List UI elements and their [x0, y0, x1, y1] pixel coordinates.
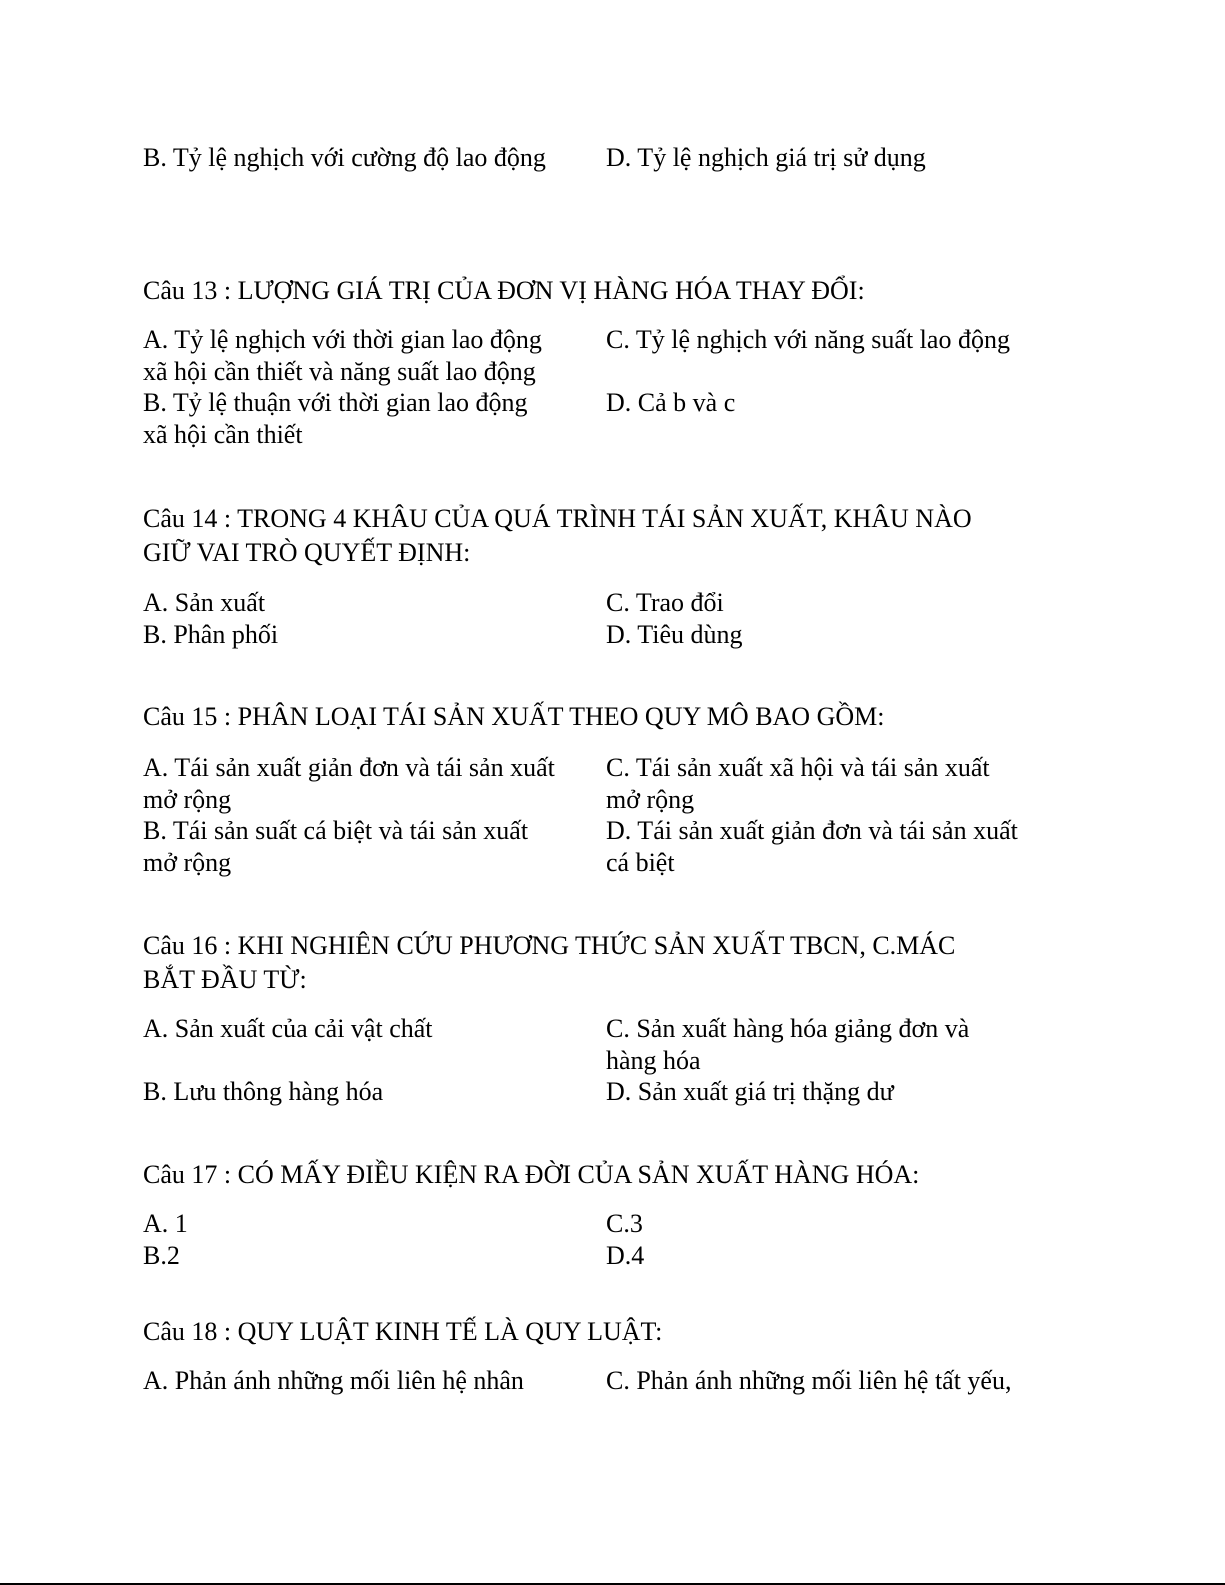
answer-option-b [143, 142, 606, 174]
answer-option-d: D. Sản xuất giá trị thặng dư [606, 1077, 894, 1106]
answer-option-d: D.4 [606, 1240, 645, 1270]
answer-option-c: C. Tái sản xuất xã hội và tái sản xuất mở rộng [606, 753, 990, 814]
answer-text: D. Tỷ lệ nghịch giá trị sử dụng [606, 143, 926, 172]
answer-option-a: A. 1 [143, 1209, 188, 1238]
answer-row [143, 587, 1083, 619]
answer-row [143, 1365, 1083, 1397]
question-18-title: Câu 18 : QUY LUẬT KINH TẾ LÀ QUY LUẬT: [143, 1317, 663, 1346]
question-14 [143, 502, 1083, 570]
question-16 [143, 929, 1083, 997]
answer-option-b: B.2 [143, 1240, 180, 1270]
question-13-title: Câu 13 : LƯỢNG GIÁ TRỊ CỦA ĐƠN VỊ HÀNG HÓA THAY ĐỔI: [143, 276, 865, 305]
question-14-title: Câu 14 : TRONG 4 KHÂU CỦA QUÁ TRÌNH TÁI SẢN XUẤT, KHÂU NÀO GIỮ VAI TRÒ QUYẾT ĐỊNH: [143, 504, 972, 567]
question-17 [143, 1158, 1083, 1192]
question-17-answers [143, 1208, 1083, 1271]
answer-option-b: B. Lưu thông hàng hóa [143, 1077, 384, 1106]
answer-block-continued [143, 142, 1083, 174]
answer-option-a: A. Tỷ lệ nghịch với thời gian lao động xã hội cần thiết và năng suất lao động [143, 325, 542, 386]
answer-row [143, 324, 1083, 387]
question-14-answers [143, 587, 1083, 650]
answer-text: B. Tỷ lệ nghịch với cường độ lao động [143, 143, 546, 172]
answer-row [143, 815, 1083, 878]
answer-option-c: C.3 [606, 1209, 643, 1238]
answer-row [143, 142, 1083, 174]
answer-option-a: A. Sản xuất [143, 588, 266, 617]
question-13-answers [143, 324, 1083, 450]
answer-row [143, 619, 1083, 651]
question-16-title: Câu 16 : KHI NGHIÊN CỨU PHƯƠNG THỨC SẢN XUẤT TBCN, C.MÁC BẮT ĐẦU TỪ: [143, 931, 956, 994]
answer-option-a: A. Sản xuất của cải vật chất [143, 1014, 433, 1043]
question-18 [143, 1315, 1083, 1349]
answer-option-d: D. Tiêu dùng [606, 619, 743, 649]
question-15 [143, 700, 1083, 734]
answer-row [143, 1240, 1083, 1272]
question-17-title: Câu 17 : CÓ MẤY ĐIỀU KIỆN RA ĐỜI CỦA SẢN XUẤT HÀNG HÓA: [143, 1160, 920, 1189]
answer-option-b: B. Tái sản suất cá biệt và tái sản xuất mở rộng [143, 816, 529, 877]
answer-option-a: A. Tái sản xuất giản đơn và tái sản xuất mở rộng [143, 753, 555, 814]
answer-option-c: C. Phản ánh những mối liên hệ tất yếu, [606, 1366, 1012, 1395]
answer-row [143, 1013, 1083, 1076]
answer-option-d [606, 142, 1083, 174]
answer-option-c: C. Sản xuất hàng hóa giảng đơn và hàng hóa [606, 1014, 970, 1075]
answer-option-d: D. Cả b và c [606, 388, 736, 417]
answer-option-c: C. Tỷ lệ nghịch với năng suất lao động [606, 325, 1010, 354]
question-18-answers [143, 1365, 1083, 1397]
answer-row [143, 1208, 1083, 1240]
question-15-answers [143, 752, 1083, 878]
answer-option-a: A. Phản ánh những mối liên hệ nhân [143, 1366, 524, 1395]
answer-option-d: D. Tái sản xuất giản đơn và tái sản xuất cá biệt [606, 816, 1018, 877]
answer-option-b: B. Tỷ lệ thuận với thời gian lao động xã hội cần thiết [143, 388, 528, 449]
question-16-answers [143, 1013, 1083, 1108]
answer-row [143, 752, 1083, 815]
answer-option-b: B. Phân phối [143, 619, 279, 649]
answer-row [143, 387, 1083, 450]
answer-row [143, 1076, 1083, 1108]
question-13 [143, 274, 1083, 308]
question-15-title: Câu 15 : PHÂN LOẠI TÁI SẢN XUẤT THEO QUY MÔ BAO GỒM: [143, 702, 885, 731]
answer-option-c: C. Trao đổi [606, 588, 724, 617]
